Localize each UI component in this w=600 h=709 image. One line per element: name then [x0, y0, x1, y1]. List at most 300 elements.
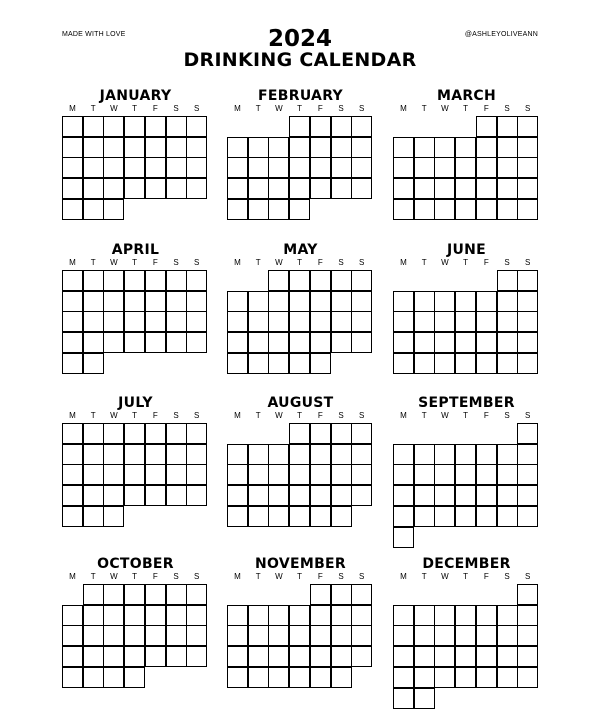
day-cell[interactable] — [434, 178, 455, 199]
day-cell[interactable] — [227, 137, 248, 158]
day-cell[interactable] — [414, 332, 435, 353]
day-cell[interactable] — [268, 137, 289, 158]
day-cell[interactable] — [103, 311, 124, 332]
day-cell[interactable] — [351, 137, 372, 158]
day-cell[interactable] — [310, 353, 331, 374]
day-cell[interactable] — [434, 332, 455, 353]
day-cell[interactable] — [124, 667, 145, 688]
day-cell[interactable] — [414, 311, 435, 332]
day-cell[interactable] — [289, 605, 310, 626]
day-cell[interactable] — [62, 332, 83, 353]
day-cell[interactable] — [289, 485, 310, 506]
day-cell[interactable] — [268, 506, 289, 527]
day-cell[interactable] — [124, 584, 145, 605]
day-cell[interactable] — [434, 353, 455, 374]
day-cell[interactable] — [476, 353, 497, 374]
day-cell[interactable] — [517, 464, 538, 485]
day-cell[interactable] — [289, 444, 310, 465]
day-cell[interactable] — [166, 116, 187, 137]
day-cell[interactable] — [517, 646, 538, 667]
day-cell[interactable] — [166, 646, 187, 667]
day-cell[interactable] — [310, 667, 331, 688]
day-cell[interactable] — [186, 291, 207, 312]
day-cell[interactable] — [476, 485, 497, 506]
day-cell[interactable] — [393, 332, 414, 353]
day-cell[interactable] — [497, 311, 518, 332]
day-cell[interactable] — [248, 444, 269, 465]
day-cell[interactable] — [331, 464, 352, 485]
day-cell[interactable] — [103, 423, 124, 444]
day-cell[interactable] — [455, 353, 476, 374]
day-cell[interactable] — [310, 464, 331, 485]
day-cell[interactable] — [455, 464, 476, 485]
day-cell[interactable] — [62, 291, 83, 312]
day-cell[interactable] — [83, 311, 104, 332]
day-cell[interactable] — [83, 584, 104, 605]
day-cell[interactable] — [227, 353, 248, 374]
day-cell[interactable] — [268, 199, 289, 220]
day-cell[interactable] — [62, 423, 83, 444]
day-cell[interactable] — [497, 332, 518, 353]
day-cell[interactable] — [248, 332, 269, 353]
day-cell[interactable] — [331, 625, 352, 646]
day-cell[interactable] — [455, 485, 476, 506]
day-cell[interactable] — [414, 353, 435, 374]
day-cell[interactable] — [351, 625, 372, 646]
day-cell[interactable] — [393, 291, 414, 312]
day-cell[interactable] — [186, 464, 207, 485]
day-cell[interactable] — [289, 291, 310, 312]
day-cell[interactable] — [166, 584, 187, 605]
day-cell[interactable] — [227, 199, 248, 220]
day-cell[interactable] — [145, 116, 166, 137]
day-cell[interactable] — [331, 506, 352, 527]
day-cell[interactable] — [289, 506, 310, 527]
day-cell[interactable] — [248, 485, 269, 506]
day-cell[interactable] — [62, 444, 83, 465]
day-cell[interactable] — [248, 178, 269, 199]
day-cell[interactable] — [351, 584, 372, 605]
day-cell[interactable] — [62, 667, 83, 688]
day-cell[interactable] — [186, 157, 207, 178]
day-cell[interactable] — [476, 464, 497, 485]
day-cell[interactable] — [476, 178, 497, 199]
day-cell[interactable] — [476, 506, 497, 527]
day-cell[interactable] — [476, 137, 497, 158]
day-cell[interactable] — [331, 423, 352, 444]
day-cell[interactable] — [434, 667, 455, 688]
day-cell[interactable] — [83, 157, 104, 178]
day-cell[interactable] — [289, 270, 310, 291]
day-cell[interactable] — [124, 178, 145, 199]
day-cell[interactable] — [351, 646, 372, 667]
day-cell[interactable] — [310, 178, 331, 199]
day-cell[interactable] — [83, 464, 104, 485]
day-cell[interactable] — [227, 332, 248, 353]
day-cell[interactable] — [268, 270, 289, 291]
day-cell[interactable] — [455, 178, 476, 199]
day-cell[interactable] — [145, 646, 166, 667]
day-cell[interactable] — [166, 423, 187, 444]
day-cell[interactable] — [103, 178, 124, 199]
day-cell[interactable] — [145, 584, 166, 605]
day-cell[interactable] — [517, 311, 538, 332]
day-cell[interactable] — [289, 423, 310, 444]
day-cell[interactable] — [83, 485, 104, 506]
day-cell[interactable] — [517, 137, 538, 158]
day-cell[interactable] — [310, 311, 331, 332]
day-cell[interactable] — [124, 605, 145, 626]
day-cell[interactable] — [124, 485, 145, 506]
day-cell[interactable] — [476, 667, 497, 688]
day-cell[interactable] — [227, 506, 248, 527]
day-cell[interactable] — [83, 423, 104, 444]
day-cell[interactable] — [186, 178, 207, 199]
day-cell[interactable] — [103, 605, 124, 626]
day-cell[interactable] — [248, 646, 269, 667]
day-cell[interactable] — [83, 667, 104, 688]
day-cell[interactable] — [186, 270, 207, 291]
day-cell[interactable] — [289, 116, 310, 137]
day-cell[interactable] — [455, 605, 476, 626]
day-cell[interactable] — [497, 137, 518, 158]
day-cell[interactable] — [268, 485, 289, 506]
day-cell[interactable] — [517, 506, 538, 527]
day-cell[interactable] — [289, 157, 310, 178]
day-cell[interactable] — [455, 646, 476, 667]
day-cell[interactable] — [476, 332, 497, 353]
day-cell[interactable] — [455, 625, 476, 646]
day-cell[interactable] — [414, 667, 435, 688]
day-cell[interactable] — [310, 137, 331, 158]
day-cell[interactable] — [455, 199, 476, 220]
day-cell[interactable] — [83, 178, 104, 199]
day-cell[interactable] — [166, 332, 187, 353]
day-cell[interactable] — [186, 485, 207, 506]
day-cell[interactable] — [393, 625, 414, 646]
day-cell[interactable] — [83, 444, 104, 465]
day-cell[interactable] — [331, 116, 352, 137]
day-cell[interactable] — [434, 291, 455, 312]
day-cell[interactable] — [351, 157, 372, 178]
day-cell[interactable] — [497, 605, 518, 626]
day-cell[interactable] — [62, 506, 83, 527]
day-cell[interactable] — [62, 157, 83, 178]
day-cell[interactable] — [145, 464, 166, 485]
day-cell[interactable] — [393, 311, 414, 332]
day-cell[interactable] — [434, 506, 455, 527]
day-cell[interactable] — [414, 291, 435, 312]
day-cell[interactable] — [434, 199, 455, 220]
day-cell[interactable] — [227, 444, 248, 465]
day-cell[interactable] — [393, 506, 414, 527]
day-cell[interactable] — [497, 116, 518, 137]
day-cell[interactable] — [124, 332, 145, 353]
day-cell[interactable] — [393, 353, 414, 374]
day-cell[interactable] — [414, 605, 435, 626]
day-cell[interactable] — [248, 353, 269, 374]
day-cell[interactable] — [393, 178, 414, 199]
day-cell[interactable] — [83, 353, 104, 374]
day-cell[interactable] — [227, 625, 248, 646]
day-cell[interactable] — [517, 270, 538, 291]
day-cell[interactable] — [268, 625, 289, 646]
day-cell[interactable] — [331, 270, 352, 291]
day-cell[interactable] — [331, 584, 352, 605]
day-cell[interactable] — [331, 157, 352, 178]
day-cell[interactable] — [268, 464, 289, 485]
day-cell[interactable] — [103, 116, 124, 137]
day-cell[interactable] — [145, 605, 166, 626]
day-cell[interactable] — [227, 646, 248, 667]
day-cell[interactable] — [331, 332, 352, 353]
day-cell[interactable] — [186, 332, 207, 353]
day-cell[interactable] — [103, 485, 124, 506]
day-cell[interactable] — [476, 157, 497, 178]
day-cell[interactable] — [393, 688, 414, 709]
day-cell[interactable] — [83, 332, 104, 353]
day-cell[interactable] — [497, 199, 518, 220]
day-cell[interactable] — [455, 332, 476, 353]
day-cell[interactable] — [166, 485, 187, 506]
day-cell[interactable] — [517, 423, 538, 444]
day-cell[interactable] — [83, 291, 104, 312]
day-cell[interactable] — [268, 332, 289, 353]
day-cell[interactable] — [289, 332, 310, 353]
day-cell[interactable] — [414, 178, 435, 199]
day-cell[interactable] — [227, 311, 248, 332]
day-cell[interactable] — [227, 157, 248, 178]
day-cell[interactable] — [434, 625, 455, 646]
day-cell[interactable] — [62, 485, 83, 506]
day-cell[interactable] — [248, 137, 269, 158]
day-cell[interactable] — [227, 291, 248, 312]
day-cell[interactable] — [497, 464, 518, 485]
day-cell[interactable] — [186, 137, 207, 158]
day-cell[interactable] — [166, 444, 187, 465]
day-cell[interactable] — [186, 646, 207, 667]
day-cell[interactable] — [248, 291, 269, 312]
day-cell[interactable] — [351, 332, 372, 353]
day-cell[interactable] — [455, 667, 476, 688]
day-cell[interactable] — [62, 625, 83, 646]
day-cell[interactable] — [517, 625, 538, 646]
day-cell[interactable] — [268, 291, 289, 312]
day-cell[interactable] — [517, 157, 538, 178]
day-cell[interactable] — [166, 311, 187, 332]
day-cell[interactable] — [62, 137, 83, 158]
day-cell[interactable] — [351, 464, 372, 485]
day-cell[interactable] — [351, 485, 372, 506]
day-cell[interactable] — [517, 291, 538, 312]
day-cell[interactable] — [83, 646, 104, 667]
day-cell[interactable] — [331, 311, 352, 332]
day-cell[interactable] — [497, 506, 518, 527]
day-cell[interactable] — [289, 199, 310, 220]
day-cell[interactable] — [476, 199, 497, 220]
day-cell[interactable] — [517, 485, 538, 506]
day-cell[interactable] — [497, 485, 518, 506]
day-cell[interactable] — [62, 199, 83, 220]
day-cell[interactable] — [248, 157, 269, 178]
day-cell[interactable] — [351, 116, 372, 137]
day-cell[interactable] — [434, 646, 455, 667]
day-cell[interactable] — [83, 116, 104, 137]
day-cell[interactable] — [103, 291, 124, 312]
day-cell[interactable] — [227, 464, 248, 485]
day-cell[interactable] — [414, 506, 435, 527]
day-cell[interactable] — [124, 464, 145, 485]
day-cell[interactable] — [310, 646, 331, 667]
day-cell[interactable] — [434, 605, 455, 626]
day-cell[interactable] — [476, 625, 497, 646]
day-cell[interactable] — [124, 137, 145, 158]
day-cell[interactable] — [186, 605, 207, 626]
day-cell[interactable] — [393, 605, 414, 626]
day-cell[interactable] — [166, 270, 187, 291]
day-cell[interactable] — [414, 485, 435, 506]
day-cell[interactable] — [62, 270, 83, 291]
day-cell[interactable] — [331, 485, 352, 506]
day-cell[interactable] — [393, 527, 414, 548]
day-cell[interactable] — [351, 178, 372, 199]
day-cell[interactable] — [351, 311, 372, 332]
day-cell[interactable] — [124, 291, 145, 312]
day-cell[interactable] — [166, 625, 187, 646]
day-cell[interactable] — [124, 625, 145, 646]
day-cell[interactable] — [393, 485, 414, 506]
day-cell[interactable] — [393, 157, 414, 178]
day-cell[interactable] — [455, 444, 476, 465]
day-cell[interactable] — [434, 444, 455, 465]
day-cell[interactable] — [145, 485, 166, 506]
day-cell[interactable] — [497, 625, 518, 646]
day-cell[interactable] — [248, 667, 269, 688]
day-cell[interactable] — [497, 444, 518, 465]
day-cell[interactable] — [166, 178, 187, 199]
day-cell[interactable] — [268, 311, 289, 332]
day-cell[interactable] — [310, 584, 331, 605]
day-cell[interactable] — [248, 311, 269, 332]
day-cell[interactable] — [497, 667, 518, 688]
day-cell[interactable] — [393, 199, 414, 220]
day-cell[interactable] — [145, 625, 166, 646]
day-cell[interactable] — [103, 444, 124, 465]
day-cell[interactable] — [393, 137, 414, 158]
day-cell[interactable] — [393, 444, 414, 465]
day-cell[interactable] — [248, 605, 269, 626]
day-cell[interactable] — [289, 667, 310, 688]
day-cell[interactable] — [166, 605, 187, 626]
day-cell[interactable] — [62, 605, 83, 626]
day-cell[interactable] — [166, 157, 187, 178]
day-cell[interactable] — [517, 353, 538, 374]
day-cell[interactable] — [145, 444, 166, 465]
day-cell[interactable] — [83, 625, 104, 646]
day-cell[interactable] — [351, 605, 372, 626]
day-cell[interactable] — [497, 157, 518, 178]
day-cell[interactable] — [414, 625, 435, 646]
day-cell[interactable] — [268, 605, 289, 626]
day-cell[interactable] — [62, 311, 83, 332]
day-cell[interactable] — [186, 444, 207, 465]
day-cell[interactable] — [393, 646, 414, 667]
day-cell[interactable] — [166, 291, 187, 312]
day-cell[interactable] — [145, 178, 166, 199]
day-cell[interactable] — [351, 423, 372, 444]
day-cell[interactable] — [103, 199, 124, 220]
day-cell[interactable] — [310, 605, 331, 626]
day-cell[interactable] — [268, 444, 289, 465]
day-cell[interactable] — [434, 464, 455, 485]
day-cell[interactable] — [517, 332, 538, 353]
day-cell[interactable] — [497, 178, 518, 199]
day-cell[interactable] — [414, 157, 435, 178]
day-cell[interactable] — [186, 311, 207, 332]
day-cell[interactable] — [331, 178, 352, 199]
day-cell[interactable] — [310, 506, 331, 527]
day-cell[interactable] — [310, 423, 331, 444]
day-cell[interactable] — [310, 270, 331, 291]
day-cell[interactable] — [227, 178, 248, 199]
day-cell[interactable] — [186, 423, 207, 444]
day-cell[interactable] — [124, 116, 145, 137]
day-cell[interactable] — [103, 332, 124, 353]
day-cell[interactable] — [124, 157, 145, 178]
day-cell[interactable] — [476, 291, 497, 312]
day-cell[interactable] — [124, 270, 145, 291]
day-cell[interactable] — [476, 444, 497, 465]
day-cell[interactable] — [497, 291, 518, 312]
day-cell[interactable] — [517, 605, 538, 626]
day-cell[interactable] — [497, 353, 518, 374]
day-cell[interactable] — [414, 464, 435, 485]
day-cell[interactable] — [268, 157, 289, 178]
day-cell[interactable] — [331, 137, 352, 158]
day-cell[interactable] — [124, 646, 145, 667]
day-cell[interactable] — [248, 625, 269, 646]
day-cell[interactable] — [103, 137, 124, 158]
day-cell[interactable] — [289, 646, 310, 667]
day-cell[interactable] — [310, 444, 331, 465]
day-cell[interactable] — [268, 353, 289, 374]
day-cell[interactable] — [248, 199, 269, 220]
day-cell[interactable] — [455, 137, 476, 158]
day-cell[interactable] — [455, 157, 476, 178]
day-cell[interactable] — [268, 178, 289, 199]
day-cell[interactable] — [434, 157, 455, 178]
day-cell[interactable] — [331, 667, 352, 688]
day-cell[interactable] — [476, 646, 497, 667]
day-cell[interactable] — [455, 291, 476, 312]
day-cell[interactable] — [434, 137, 455, 158]
day-cell[interactable] — [62, 116, 83, 137]
day-cell[interactable] — [145, 311, 166, 332]
day-cell[interactable] — [62, 178, 83, 199]
day-cell[interactable] — [455, 311, 476, 332]
day-cell[interactable] — [83, 137, 104, 158]
day-cell[interactable] — [103, 646, 124, 667]
day-cell[interactable] — [145, 137, 166, 158]
day-cell[interactable] — [414, 199, 435, 220]
day-cell[interactable] — [83, 605, 104, 626]
day-cell[interactable] — [497, 646, 518, 667]
day-cell[interactable] — [393, 464, 414, 485]
day-cell[interactable] — [289, 311, 310, 332]
day-cell[interactable] — [62, 646, 83, 667]
day-cell[interactable] — [145, 332, 166, 353]
day-cell[interactable] — [289, 464, 310, 485]
